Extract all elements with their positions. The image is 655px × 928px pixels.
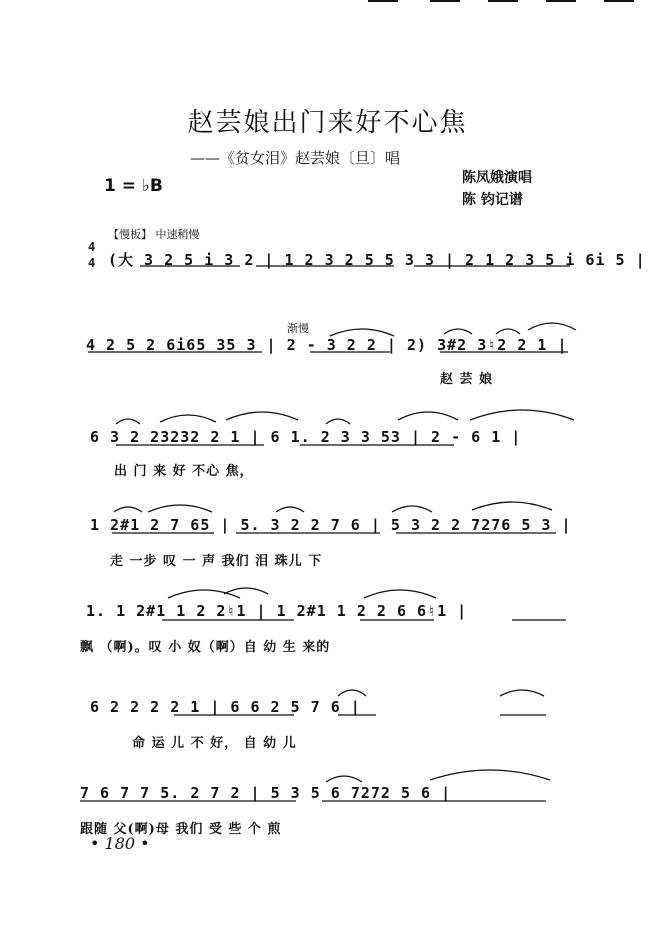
slur-mark: [364, 590, 436, 598]
slur-mark: [114, 507, 142, 512]
slur-mark: [338, 690, 366, 696]
slur-mark: [430, 770, 550, 780]
slur-mark: [226, 412, 298, 420]
lyric-line: 飘 （啊)。叹 小 奴（啊）自 幼 生 来的: [80, 640, 331, 655]
slur-mark: [470, 410, 574, 420]
song-title: 赵芸娘出门来好不心焦: [187, 108, 468, 138]
lyric-line: 命 运 儿 不 好， 自 幼 儿: [132, 736, 297, 751]
slur-mark: [148, 505, 212, 512]
slur-mark: [500, 690, 544, 696]
slur-mark: [160, 415, 216, 422]
lyric-line: 出 门 来 好 不心 焦，: [114, 464, 254, 479]
page-number: • 180 •: [90, 834, 150, 853]
notation-line: 1 2#1 2 7 65 | 5. 3 2 2 7 6 | 5 3 2 2 7276 5 3 |: [90, 516, 572, 534]
notation-line: 7 6 7 7 5. 2 7 2 | 5 3 5 6 7272 5 6 |: [80, 784, 452, 802]
lyric-line: 跟随 父(啊)母 我们 受 些 个 煎: [80, 822, 282, 837]
time-signature-bottom: 4: [88, 256, 97, 270]
notation-line: 4 2 5 2 6i65 35 3 | 2 - 3 2 2 | 2) 3#2 3♮2 2 1 |: [86, 336, 568, 354]
tempo-change-mark: 渐慢: [287, 322, 309, 335]
notation-line: 6 2 2 2 2 1 | 6 6 2 5 7 6 |: [90, 698, 361, 716]
slur-mark: [392, 506, 432, 512]
slur-mark: [444, 329, 472, 334]
slur-mark: [528, 323, 576, 330]
lyric-line: 赵 芸 娘: [440, 372, 494, 387]
slur-mark: [224, 588, 268, 594]
key-signature: 1 = ♭B: [104, 176, 163, 196]
performer-credit: 陈凤娥演唱: [462, 170, 532, 186]
song-subtitle: ——《贫女泪》赵芸娘〔旦〕唱: [190, 149, 401, 167]
slur-mark: [330, 329, 394, 336]
slur-mark: [398, 412, 458, 420]
slur-mark: [496, 329, 520, 334]
slur-mark: [326, 419, 350, 424]
recorder-credit: 陈 钧记谱: [462, 192, 523, 208]
slur-mark: [326, 776, 362, 782]
slur-mark: [116, 419, 140, 424]
slur-mark: [276, 507, 304, 512]
notation-line: (大 3 2 5 i 3 2 | 1 2 3 2 5 5 3 3 | 2 1 2 3 5 i 6i 5 |: [108, 251, 646, 269]
notation-line: 6 3 2 23232 2 1 | 6 1. 2 3 3 53 | 2 - 6 1 |: [90, 428, 522, 446]
slur-mark: [472, 502, 552, 510]
time-signature-top: 4: [88, 240, 97, 254]
tempo-marking: 【慢板】 中速稍慢: [108, 228, 200, 241]
notation-line: 1. 1 2#1 1 2 2♮1 | 1 2#1 1 2 2 6 6♮1 |: [86, 602, 468, 620]
lyric-line: 走 一步 叹 一 声 我们 泪 珠儿 下: [110, 554, 323, 569]
